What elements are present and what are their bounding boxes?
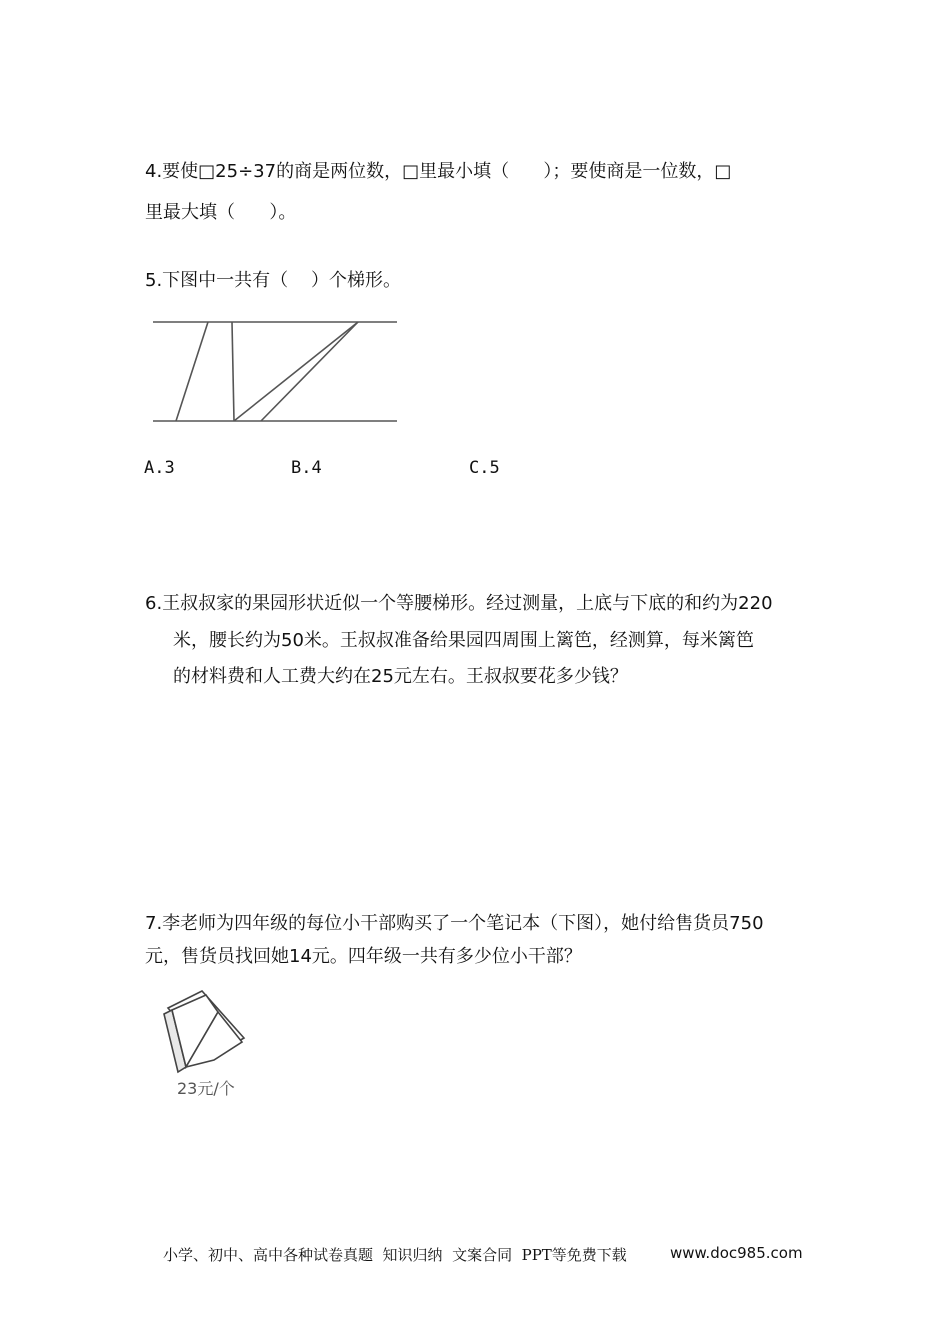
- q5-option-a: A.3: [144, 458, 175, 478]
- q6-line3: 的材料费和人工费大约在25元左右。王叔叔要花多少钱？: [173, 666, 628, 687]
- figure-segment-1: [176, 322, 208, 421]
- figure-segment-2: [232, 322, 234, 421]
- q6-line1: 6.王叔叔家的果园形状近似一个等腰梯形。经过测量，上底与下底的和约为220: [145, 593, 773, 614]
- q6-line2: 米，腰长约为50米。王叔叔准备给果园四周围上篱笆，经测算，每米篱笆: [173, 630, 754, 651]
- footer-text: 小学、初中、高中各种试卷真题 知识归纳 文案合同 PPT等免费下载: [163, 1246, 627, 1264]
- q4-line1: 4.要使□25÷37的商是两位数，□里最小填（ ）；要使商是一位数，□: [145, 161, 732, 182]
- trapezoid-figure: [150, 312, 402, 426]
- q5-option-c: C.5: [469, 458, 500, 478]
- figure-segment-4: [261, 322, 358, 421]
- q7-line1: 7.李老师为四年级的每位小干部购买了一个笔记本（下图），她付给售货员750: [145, 913, 764, 934]
- q4-line2: 里最大填（ ）。: [145, 202, 297, 223]
- q5-option-b: B.4: [291, 458, 322, 478]
- notebook-icon: [158, 988, 250, 1074]
- figure-segment-3: [234, 322, 358, 421]
- q7-line2: 元，售货员找回她14元。四年级一共有多少位小干部？: [145, 946, 582, 967]
- notebook-price: 23元/个: [177, 1079, 235, 1098]
- q5-text: 5.下图中一共有（ ）个梯形。: [145, 270, 402, 291]
- footer-url[interactable]: www.doc985.com: [670, 1244, 803, 1262]
